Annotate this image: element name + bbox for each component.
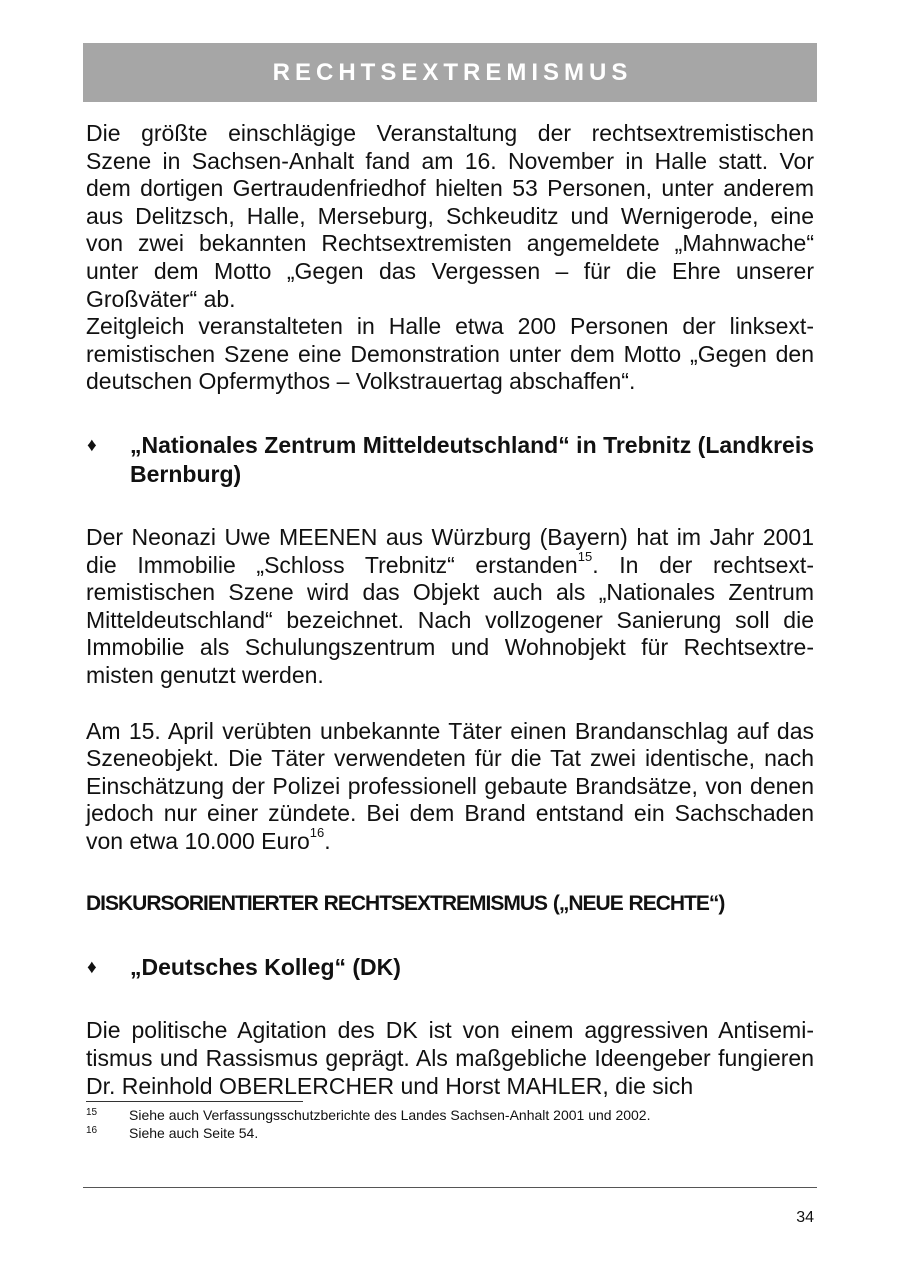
paragraph-dk-agitation: Die politische Agitation des DK ist von einem aggressiven Antisemitismus und Rassismus geprägt. Als maßgebliche Ideengeber fungieren Dr. Reinhold OBERLERCHER und Horst MAHLER, die sich [86, 1017, 814, 1099]
footnote-separator [86, 1101, 303, 1102]
header-band [83, 43, 817, 102]
header-title: RECHTSEXTREMISMUS [272, 58, 633, 86]
footnote-16 [86, 1124, 814, 1142]
footnote-text: Siehe auch Verfassungsschutzberichte des Landes Sachsen-Anhalt 2001 und 2002. [129, 1107, 651, 1123]
paragraph-halle-mahnwache: Die größte einschlägige Veranstaltung der rechtsextremistischen Szene in Sachsen-Anhalt fand am 16. November in Halle statt. Vor dem dortigen Gertraudenfriedhof hielten 53 Personen, unter anderem aus Delitzsch, Halle, Merseburg, Schkeuditz und Wernigerode, eine von zwei bekannten Rechtsextremisten angemeldete „Mahnwache“ unter dem Motto „Gegen das Vergessen – für die Ehre unserer Großväter“ ab. [86, 120, 814, 312]
paragraph-gegendemonstration: Zeitgleich veranstalteten in Halle etwa 200 Personen der linksextremistischen Szene eine Demonstration unter dem Motto „Gegen den deutschen Opfermythos – Volkstrauertag abschaffen“. [86, 313, 814, 395]
diamond-bullet-icon: ♦ [87, 957, 97, 979]
footnote-number: 15 [86, 1107, 98, 1118]
heading-deutsches-kolleg-text: „Deutsches Kolleg“ (DK) [130, 954, 401, 981]
page-footer-rule [83, 1187, 817, 1188]
footnote-15 [86, 1106, 814, 1124]
section-heading-neue-rechte: DISKURSORIENTIERTER RECHTSEXTREMISMUS („NEUE RECHTE“) [86, 892, 725, 916]
footnote-text: Siehe auch Seite 54. [129, 1125, 259, 1141]
heading-nationales-zentrum [86, 431, 814, 489]
diamond-bullet-icon: ♦ [87, 434, 97, 456]
footnote-ref-15[interactable]: 15 [577, 548, 593, 564]
paragraph-brandanschlag: Am 15. April verübten unbekannte Täter einen Brandanschlag auf das Szeneobjekt. Die Täter verwendeten für die Tat zwei identische, nach Einschätzung der Polizei professionell gebaute Brandsätze, von denen jedoch nur einer zündete. Bei dem Brand entstand ein Sachschaden von etwa 10.000 Euro$^{16}$. [86, 717, 814, 854]
paragraph-schloss-trebnitz: Der Neonazi Uwe MEENEN aus Würzburg (Bayern) hat im Jahr 2001 die Immobilie „Schloss Trebnitz“ erstanden$^{15}$. In der rechtsextremistischen Szene wird das Objekt auch als „Nationales Zentrum Mitteldeutschland“ bezeichnet. Nach vollzogener Sanierung soll die Immobilie als Schulungszentrum und Wohnobjekt für Rechtsextremisten genutzt werden. [86, 523, 814, 688]
footnote-number: 16 [86, 1125, 98, 1136]
main-content [86, 120, 814, 1100]
page-number: 34 [796, 1209, 814, 1226]
footnote-ref-16[interactable]: 16 [309, 825, 325, 841]
heading-deutsches-kolleg [86, 953, 814, 982]
heading-nationales-zentrum-text: „Nationales Zentrum Mitteldeutschland“ in Trebnitz (Landkreis Bernburg) [130, 431, 814, 487]
footnotes [86, 1106, 814, 1142]
